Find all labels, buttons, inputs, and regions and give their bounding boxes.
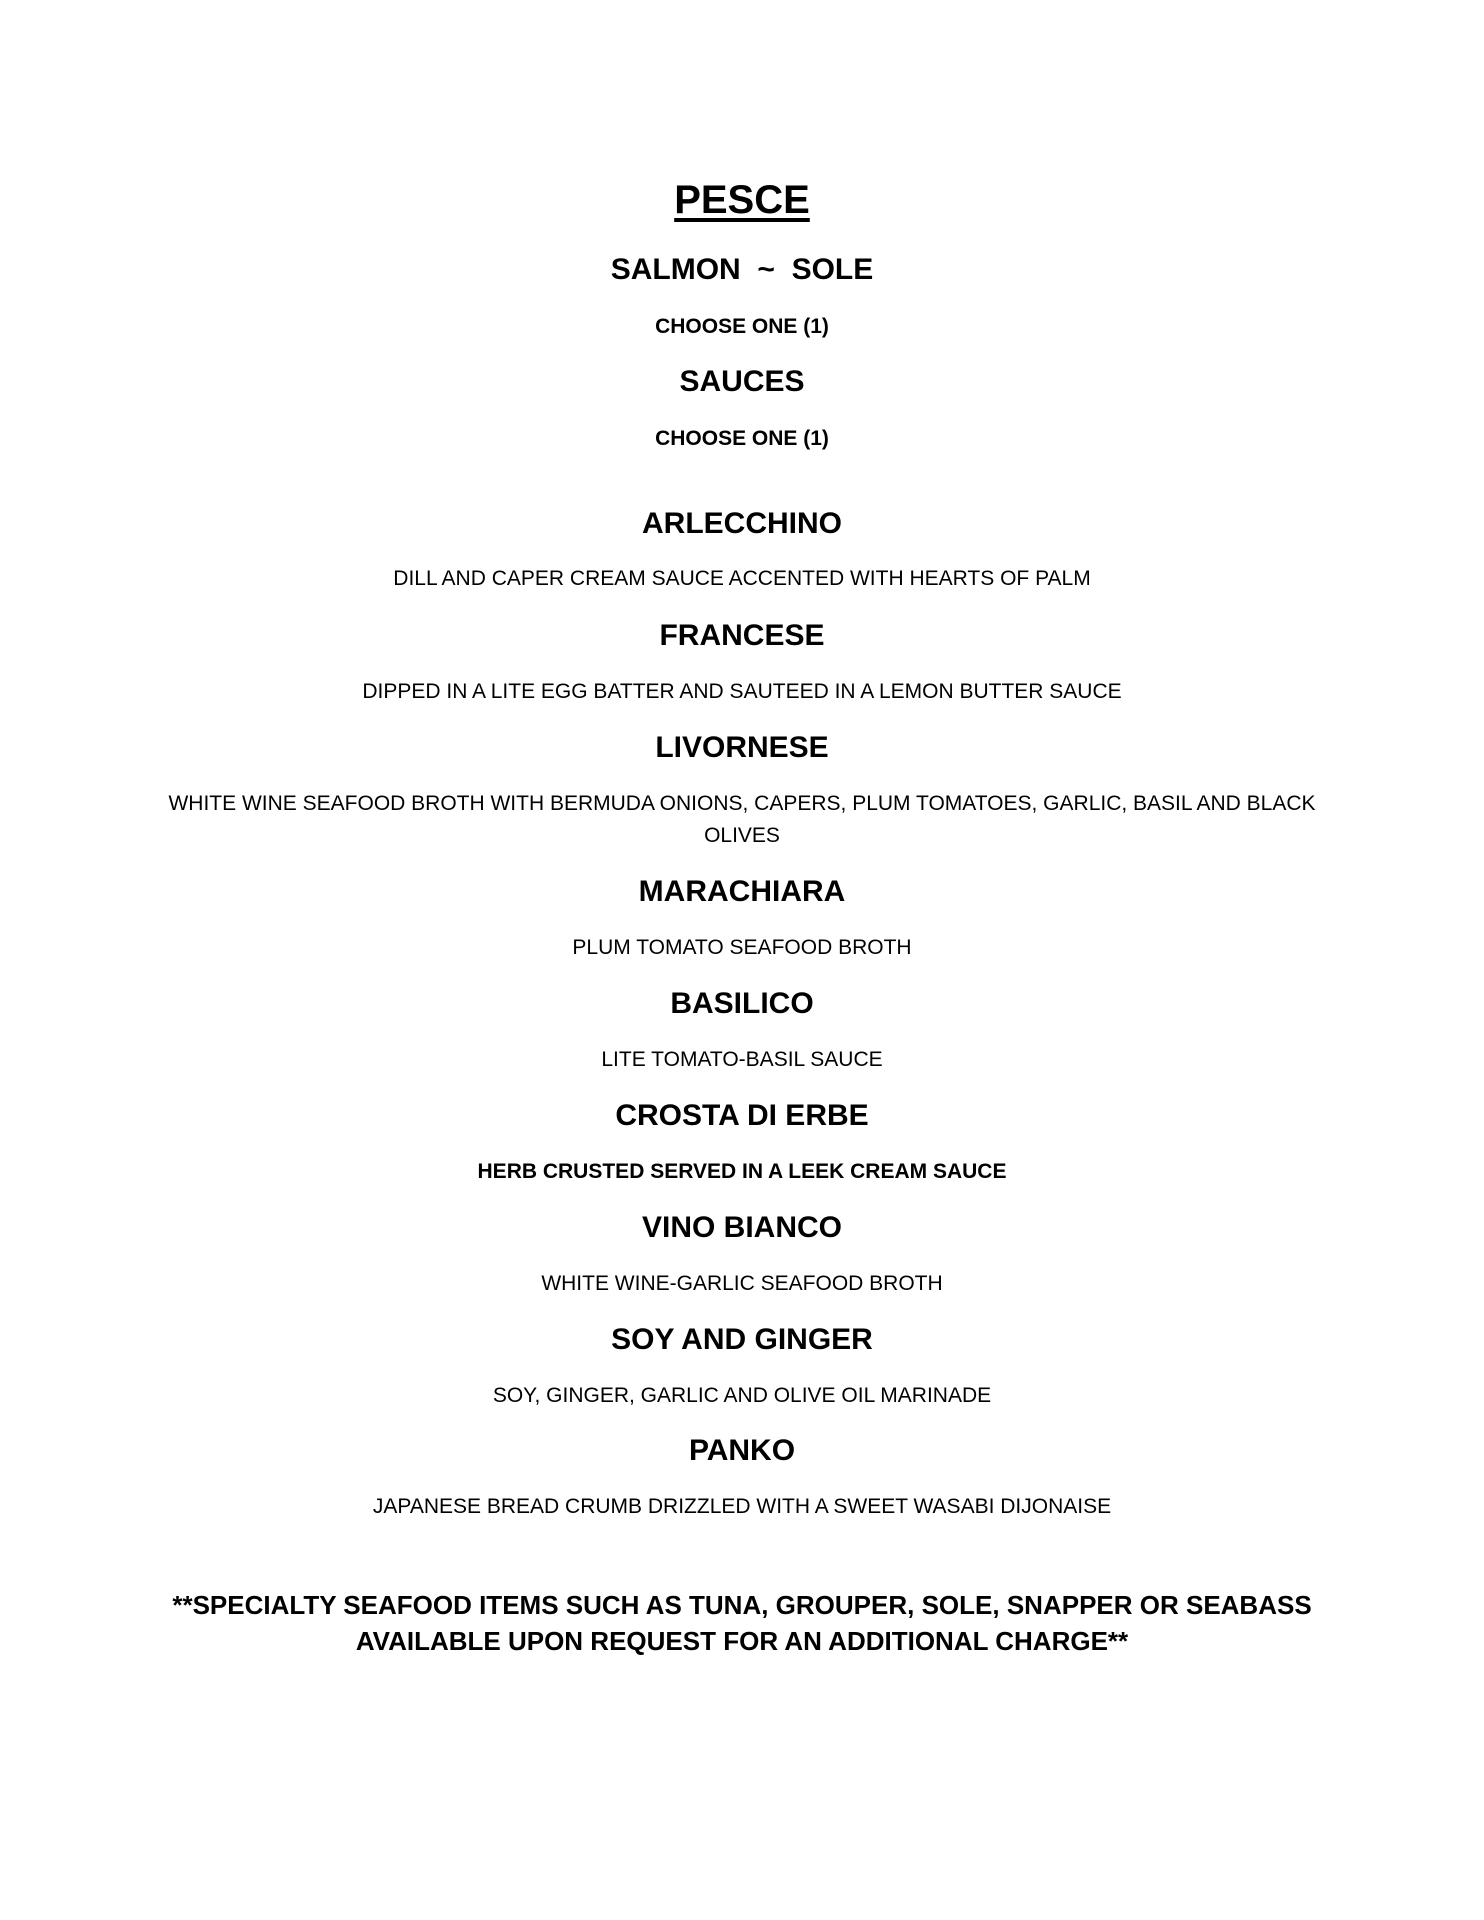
sauce-name: MARACHIARA	[638, 875, 846, 908]
page-title: PESCE	[674, 178, 810, 222]
sauces-choose-instruction: CHOOSE ONE (1)	[655, 427, 829, 450]
sauce-name: LIVORNESE	[655, 731, 829, 764]
sauce-name: BASILICO	[670, 987, 814, 1020]
sauces-heading: SAUCES	[679, 365, 805, 398]
sauce-description: DIPPED IN A LITE EGG BATTER AND SAUTEED IN A LEMON BUTTER SAUCE	[362, 680, 1122, 703]
sauce-description: SOY, GINGER, GARLIC AND OLIVE OIL MARINADE	[492, 1384, 992, 1407]
sauce-description: LITE TOMATO-BASIL SAUCE	[601, 1048, 883, 1071]
sauce-description: JAPANESE BREAD CRUMB DRIZZLED WITH A SWEET WASABI DIJONAISE	[372, 1495, 1112, 1518]
sauce-description: HERB CRUSTED SERVED IN A LEEK CREAM SAUCE	[477, 1160, 1007, 1183]
sauce-name: PANKO	[688, 1434, 796, 1467]
sauce-name: FRANCESE	[659, 619, 825, 652]
sauce-name: CROSTA DI ERBE	[615, 1099, 869, 1132]
sauce-description: DILL AND CAPER CREAM SAUCE ACCENTED WITH HEARTS OF PALM	[393, 567, 1091, 590]
sauce-name: SOY AND GINGER	[611, 1323, 873, 1356]
sauce-description: WHITE WINE SEAFOOD BROTH WITH BERMUDA ONIONS, CAPERS, PLUM TOMATOES, GARLIC, BASIL AND BLACK OLIVES	[168, 792, 1316, 847]
specialty-seafood-note: **SPECIALTY SEAFOOD ITEMS SUCH AS TUNA, GROUPER, SOLE, SNAPPER OR SEABASS AVAILABLE UPON REQUEST FOR AN ADDITIONAL CHARGE**	[172, 1590, 1312, 1656]
sauce-description: WHITE WINE-GARLIC SEAFOOD BROTH	[541, 1272, 943, 1295]
sauce-name: VINO BIANCO	[641, 1211, 842, 1244]
fish-options-heading: SALMON ~ SOLE	[610, 253, 874, 286]
sauce-name: ARLECCHINO	[642, 507, 842, 540]
sauce-description: PLUM TOMATO SEAFOOD BROTH	[572, 936, 912, 959]
fish-choose-instruction: CHOOSE ONE (1)	[655, 315, 829, 338]
